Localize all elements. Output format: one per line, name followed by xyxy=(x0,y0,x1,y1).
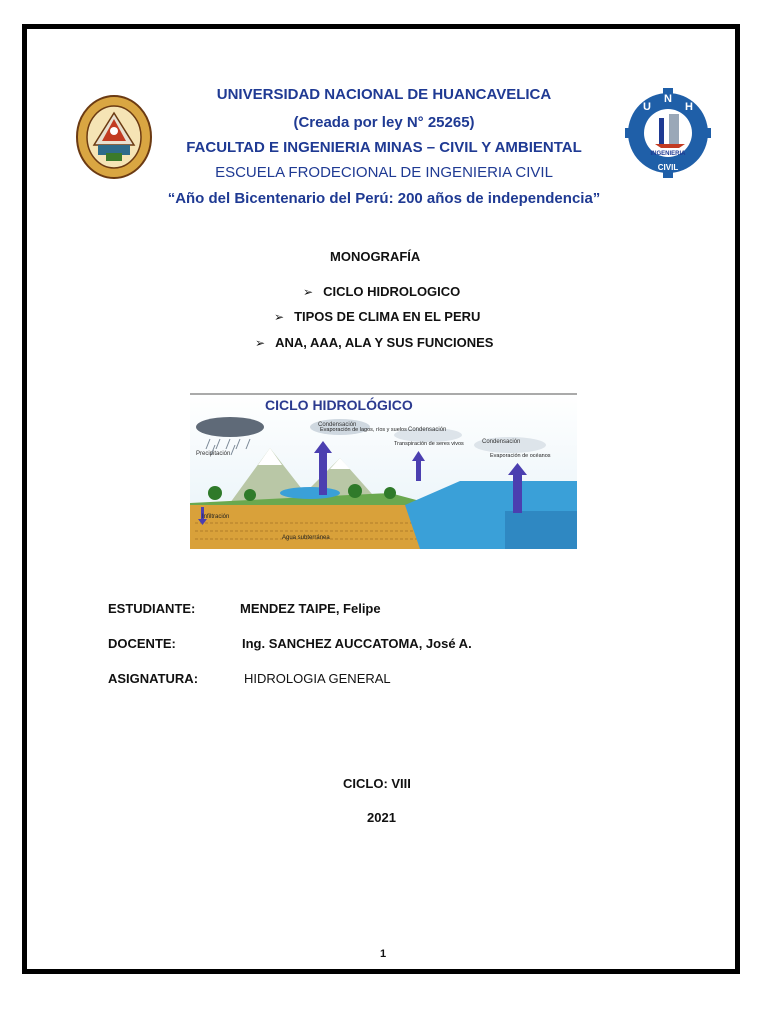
logo-letter-h: H xyxy=(685,101,693,113)
topic-label: ANA, AAA, ALA Y SUS FUNCIONES xyxy=(275,335,494,350)
student-label: ESTUDIANTE: xyxy=(108,601,196,616)
label-evaporation-lakes: Evaporación de lagos, ríos y suelos xyxy=(320,427,407,433)
year-motto: “Año del Bicentenario del Perú: 200 años de independencia” xyxy=(167,190,601,207)
topic-label: CICLO HIDROLOGICO xyxy=(323,284,461,299)
label-condensation-2: Condensación xyxy=(408,427,447,433)
label-evaporation-oceans: Evaporación de océanos xyxy=(490,453,551,459)
arrow-bullet-icon: ➢ xyxy=(255,336,266,350)
cycle-label: CICLO: VIII xyxy=(343,776,411,791)
label-transpiration: Transpiración de seres vivos xyxy=(394,441,464,447)
arrow-bullet-icon: ➢ xyxy=(274,310,285,324)
subject-name: HIDROLOGIA GENERAL xyxy=(244,671,391,686)
label-groundwater: Agua subterránea xyxy=(282,535,330,541)
label-condensation-1: Condensación xyxy=(318,422,357,428)
topic-item xyxy=(255,335,493,350)
teacher-name: Ing. SANCHEZ AUCCATOMA, José A. xyxy=(242,636,472,651)
label-precipitation: Precipitación xyxy=(196,451,231,457)
logo-letter-u: U xyxy=(643,101,651,113)
hydrological-cycle-figure xyxy=(190,393,577,549)
topic-label: TIPOS DE CLIMA EN EL PERU xyxy=(294,309,481,324)
university-name: UNIVERSIDAD NACIONAL DE HUANCAVELICA xyxy=(216,86,552,103)
document-type-title: MONOGRAFÍA xyxy=(330,249,421,264)
label-condensation-3: Condensación xyxy=(482,439,521,445)
subject-label: ASIGNATURA: xyxy=(108,671,199,686)
logo-letter-n: N xyxy=(664,93,672,105)
logo-ingenieria-label: INGENIERIA xyxy=(650,151,686,157)
teacher-label: DOCENTE: xyxy=(108,636,176,651)
faculty-name: FACULTAD E INGENIERIA MINAS – CIVIL Y AMBIENTAL xyxy=(186,139,582,156)
figure-title: CICLO HIDROLÓGICO xyxy=(265,397,413,413)
creation-law: (Creada por ley N° 25265) xyxy=(293,114,475,131)
label-infiltration: Infiltración xyxy=(202,514,230,520)
school-name: ESCUELA FRODECIONAL DE INGENIERIA CIVIL xyxy=(215,164,553,181)
year-label: 2021 xyxy=(367,810,396,825)
arrow-bullet-icon: ➢ xyxy=(303,285,314,299)
topic-item xyxy=(274,309,480,324)
topic-item xyxy=(303,284,460,299)
logo-civil-label: CIVIL xyxy=(657,163,679,172)
student-name: MENDEZ TAIPE, Felipe xyxy=(240,601,381,616)
page-number: 1 xyxy=(380,948,387,960)
